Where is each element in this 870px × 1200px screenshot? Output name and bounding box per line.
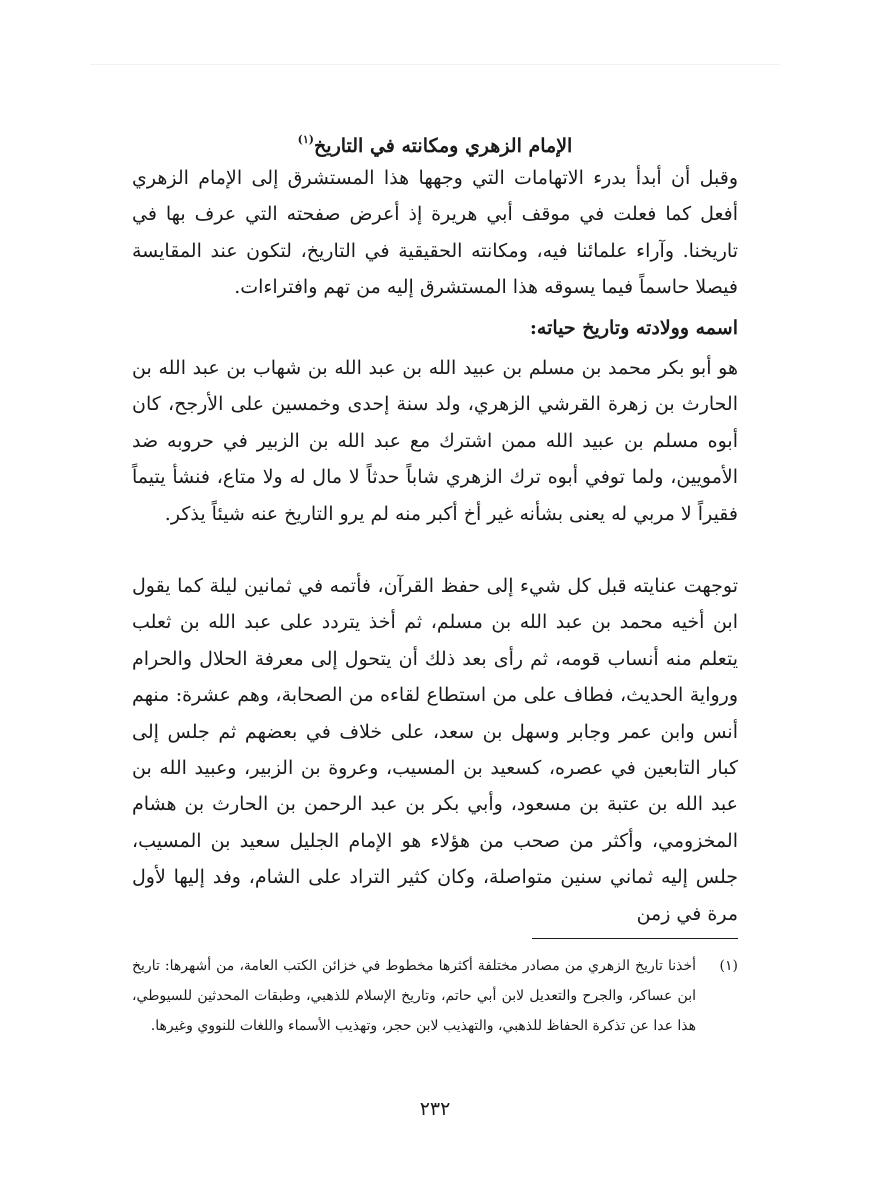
footnote <box>132 951 738 1041</box>
subsection-heading: اسمه وولادته وتاريخ حياته: <box>529 317 738 339</box>
biography-paragraph-1: هو أبو بكر محمد بن مسلم بن عبيد الله بن عبد الله بن شهاب بن عبد الله بن الحارث بن زهرة القرشي الزهري، ولد سنة إحدى وخمسين على الأرجح، كان أبوه مسلم بن عبيد الله ممن اشترك مع عبد الله بن الزبير في حروبه ضد الأمويين، ولما توفي أبوه ترك الزهري شاباً حدثاً لا مال له ولا متاع، فنشأ يتيماً فقيراً لا مربي له يعنى بشأنه غير أخ أكبر منه لم يرو التاريخ عنه شيئاً يذكر. <box>132 357 738 525</box>
scan-artifact-line <box>90 64 780 65</box>
footnote-separator <box>532 938 738 939</box>
section-title-text: الإمام الزهري ومكانته في التاريخ <box>314 135 573 157</box>
footnote-number: (١) <box>719 958 738 974</box>
page-number: ٢٣٢ <box>419 1098 451 1120</box>
intro-paragraph: وقبل أن أبدأ بدرء الاتهامات التي وجهها هذا المستشرق إلى الإمام الزهري أفعل كما فعلت في موقف أبي هريرة إذ أعرض صفحته التي عرف بها في تاريخنا. وآراء علمائنا فيه، ومكانته الحقيقية في التاريخ، لتكون عند المقايسة فيصلا حاسماً فيما يسوقه هذا المستشرق إليه من تهم وافتراءات. <box>132 167 738 299</box>
title-footnote-marker: (١) <box>297 133 315 146</box>
footnote-text: أخذنا تاريخ الزهري من مصادر مختلفة أكثرها مخطوط في خزائن الكتب العامة، من أشهرها: تاريخ ابن عساكر، والجرح والتعديل لابن أبي حاتم، وتاريخ الإسلام للذهبي، وطبقات المحدثين للسيوطي، هذا عدا عن تذكرة الحفاظ للذهبي، والتهذيب لابن حجر، وتهذيب الأسماء واللغات للنووي وغيرها. <box>132 958 696 1034</box>
biography-paragraph-2: توجهت عنايته قبل كل شيء إلى حفظ القرآن، فأتمه في ثمانين ليلة كما يقول ابن أخيه محمد بن عبد الله بن مسلم، ثم أخذ يتردد على عبد الله بن ثعلب يتعلم منه أنساب قومه، ثم رأى بعد ذلك أن يتحول إلى معرفة الحلال والحرام ورواية الحديث، فطاف على من استطاع لقاءه من الصحابة، وهم عشرة: منهم أنس وابن عمر وجابر وسهل بن سعد، على خلاف في بعضهم ثم جلس إلى كبار التابعين في عصره، كسعيد بن المسيب، وعروة بن الزبير، وعبيد الله بن عبد الله بن عتبة بن مسعود، وأبي بكر بن عبد الرحمن بن الحارث بن هشام المخزومي، وأكثر من صحب من هؤلاء هو الإمام الجليل سعيد بن المسيب، جلس إليه ثماني سنين متواصلة، وكان كثير التراد على الشام، وفد إليها لأول مرة في زمن <box>132 575 738 925</box>
